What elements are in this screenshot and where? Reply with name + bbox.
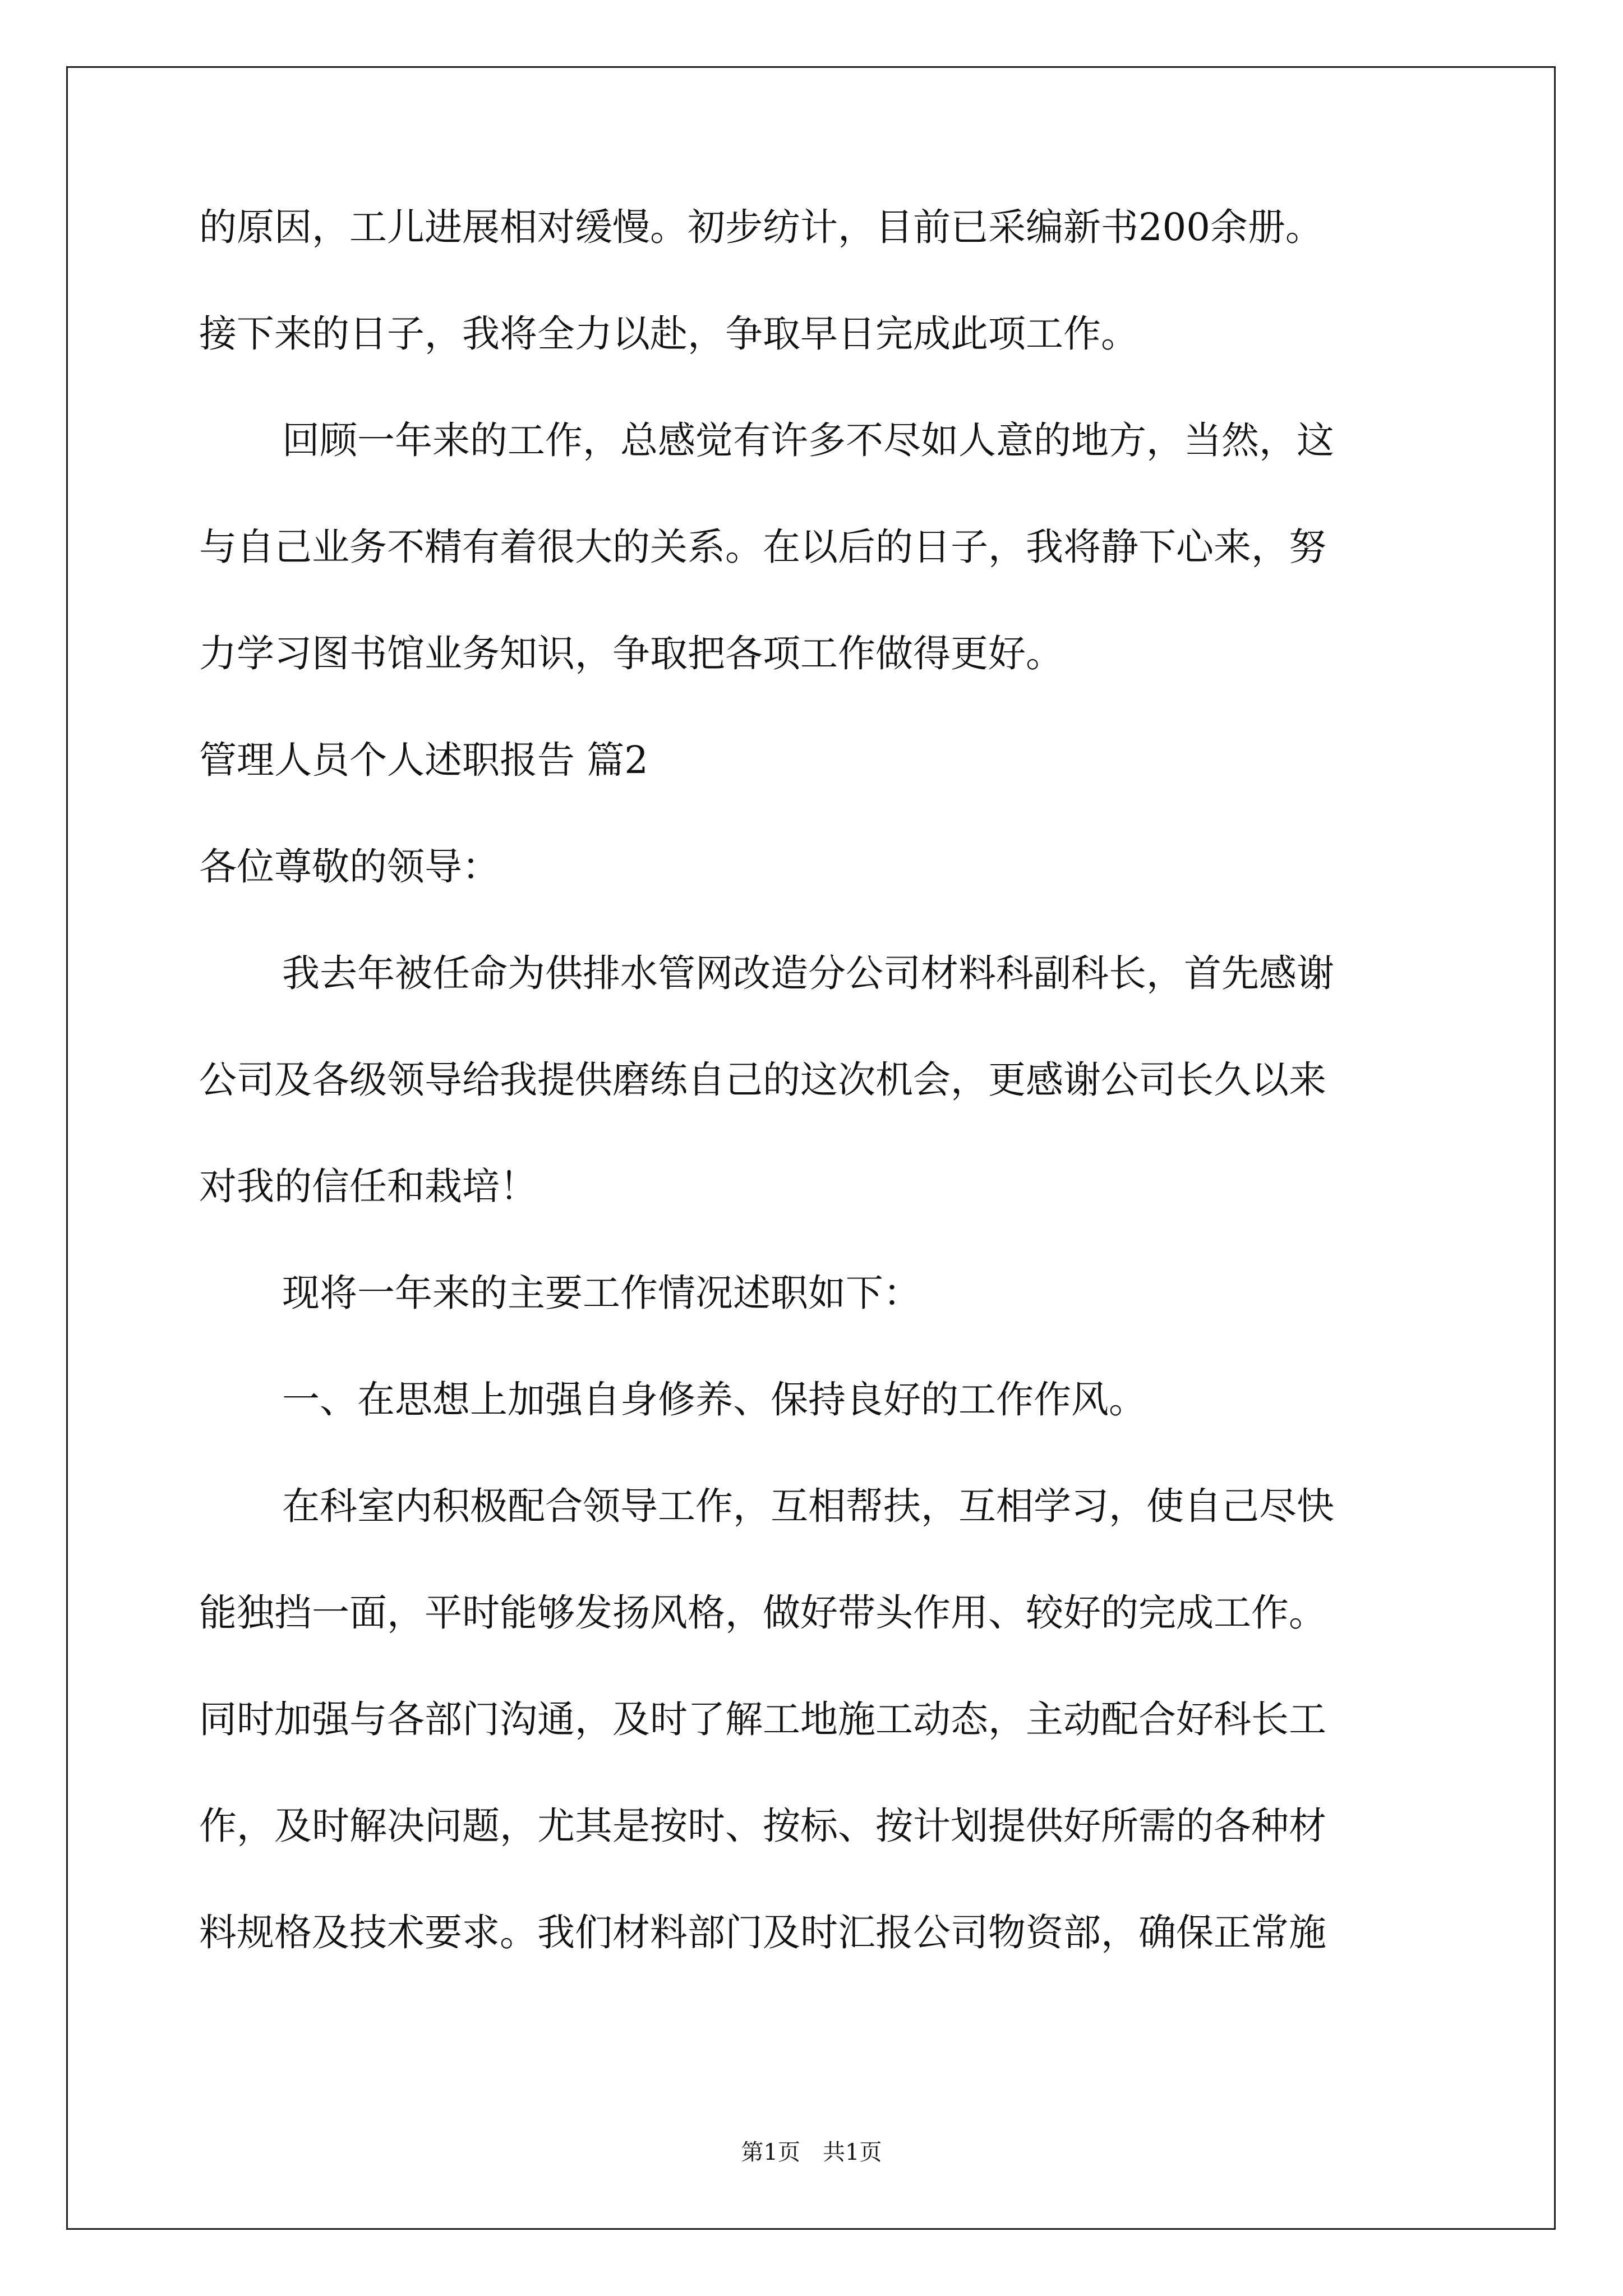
text-line: 在科室内积极配合领导工作，互相帮扶，互相学习，使自己尽快 [282, 1484, 1334, 1528]
text-line: 与自己业务不精有着很大的关系。在以后的日子，我将静下心来，努 [199, 525, 1326, 569]
text-line: 现将一年来的主要工作情况述职如下： [282, 1271, 921, 1315]
text-line: 对我的信任和栽培！ [199, 1165, 537, 1208]
text-line: 一、在思想上加强自身修养、保持良好的工作作风。 [282, 1378, 1146, 1421]
text-line: 的原因，工儿进展相对缓慢。初步纺计，目前已采编新书200余册。 [199, 205, 1323, 249]
text-line: 同时加强与各部门沟通，及时了解工地施工动态，主动配合好科长工 [199, 1697, 1326, 1741]
text-line: 作，及时解决问题，尤其是按时、按标、按计划提供好所需的各种材 [199, 1804, 1326, 1848]
text-line: 力学习图书馆业务知识，争取把各项工作做得更好。 [199, 632, 1063, 675]
page-footer [0, 2134, 1623, 2166]
text-line: 回顾一年来的工作，总感觉有许多不尽如人意的地方，当然，这 [282, 418, 1334, 462]
text-line: 接下来的日子，我将全力以赴，争取早日完成此项工作。 [199, 312, 1138, 356]
page-number: 第1页 [741, 2139, 800, 2165]
text-line: 能独挡一面，平时能够发扬风格，做好带头作用、较好的完成工作。 [199, 1591, 1326, 1635]
salutation: 各位尊敬的领导： [199, 845, 500, 889]
text-line: 我去年被任命为供排水管网改造分公司材料科副科长，首先感谢 [282, 951, 1334, 995]
text-line: 料规格及技术要求。我们材料部门及时汇报公司物资部，确保正常施 [199, 1911, 1326, 1954]
section-heading: 管理人员个人述职报告 篇2 [199, 738, 648, 782]
text-line: 公司及各级领导给我提供磨练自己的这次机会，更感谢公司长久以来 [199, 1058, 1326, 1102]
page-total: 共1页 [823, 2139, 882, 2165]
